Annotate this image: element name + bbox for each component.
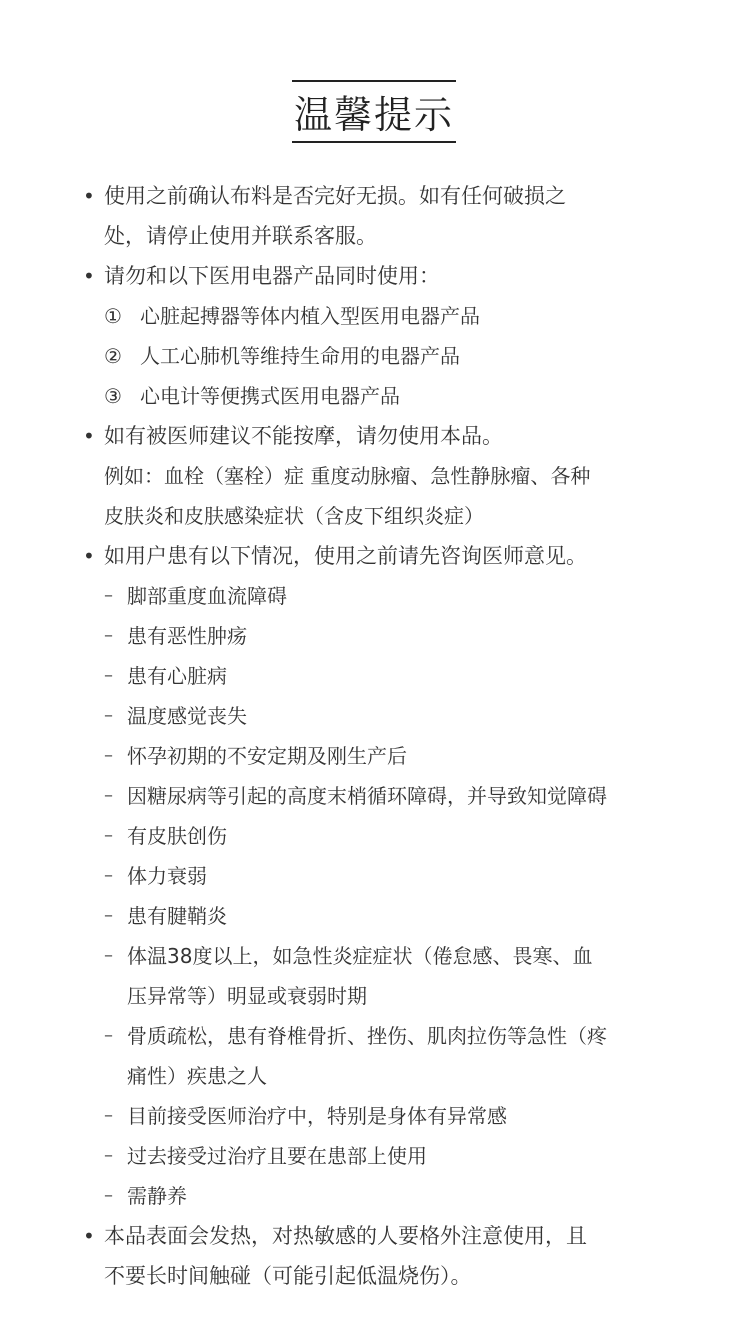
dash-icon: – [104,945,113,966]
condition-item: 目前接受医师治疗中，特别是身体有异常感 [127,1104,507,1128]
dash-icon: – [104,585,113,606]
condition-item-continued: 压异常等）明显或衰弱时期 [127,984,367,1008]
condition-item: 有皮肤创伤 [127,824,227,848]
condition-item: 体温38度以上，如急性炎症症状（倦怠感、畏寒、血 [127,944,593,968]
device-item: 心脏起搏器等体内植入型医用电器产品 [140,304,480,328]
number-mark: ③ [104,384,122,408]
condition-item: 骨质疏松，患有脊椎骨折、挫伤、肌肉拉伤等急性（疼 [127,1024,607,1048]
dash-icon: – [104,625,113,646]
dash-icon: – [104,1145,113,1166]
condition-item: 患有心脏病 [127,664,227,688]
dash-icon: – [104,1105,113,1126]
condition-item: 脚部重度血流障碍 [127,584,287,608]
condition-item: 需静养 [127,1184,187,1208]
notice-text: 如有被医师建议不能按摩，请勿使用本品。 [104,424,503,448]
notice-text: 如用户患有以下情况，使用之前请先咨询医师意见。 [104,544,587,568]
title-frame [292,80,456,143]
bullet-icon: • [83,264,95,288]
dash-icon: – [104,705,113,726]
dash-icon: – [104,1185,113,1206]
bullet-icon: • [83,184,95,208]
dash-icon: – [104,865,113,886]
bullet-icon: • [83,424,95,448]
notice-text: 皮肤炎和皮肤感染症状（含皮下组织炎症） [104,504,484,528]
notice-text: 本品表面会发热，对热敏感的人要格外注意使用，且 [104,1224,587,1248]
notice-text: 使用之前确认布料是否完好无损。如有任何破损之 [104,184,566,208]
bullet-icon: • [83,544,95,568]
notice-text: 处，请停止使用并联系客服。 [104,224,377,248]
condition-item: 过去接受过治疗且要在患部上使用 [127,1144,427,1168]
device-item: 心电计等便携式医用电器产品 [140,384,400,408]
notice-text: 不要长时间触碰（可能引起低温烧伤）。 [104,1264,472,1288]
dash-icon: – [104,665,113,686]
page-title: 温馨提示 [293,93,454,137]
condition-item: 因糖尿病等引起的高度末梢循环障碍，并导致知觉障碍 [127,784,607,808]
condition-item: 温度感觉丧失 [127,704,247,728]
number-mark: ① [104,304,122,328]
bullet-icon: • [83,1224,95,1248]
device-item: 人工心肺机等维持生命用的电器产品 [140,344,460,368]
dash-icon: – [104,745,113,766]
notice-text: 例如：血栓（塞栓）症 重度动脉瘤、急性静脉瘤、各种 [104,464,591,488]
condition-item: 怀孕初期的不安定期及刚生产后 [127,744,407,768]
condition-item: 体力衰弱 [127,864,207,888]
number-mark: ② [104,344,122,368]
dash-icon: – [104,1025,113,1046]
condition-item: 患有腱鞘炎 [127,904,227,928]
dash-icon: – [104,905,113,926]
condition-item: 患有恶性肿疡 [127,624,247,648]
condition-item-continued: 痛性）疾患之人 [127,1064,267,1088]
dash-icon: – [104,785,113,806]
dash-icon: – [104,825,113,846]
notice-text: 请勿和以下医用电器产品同时使用： [104,264,440,288]
